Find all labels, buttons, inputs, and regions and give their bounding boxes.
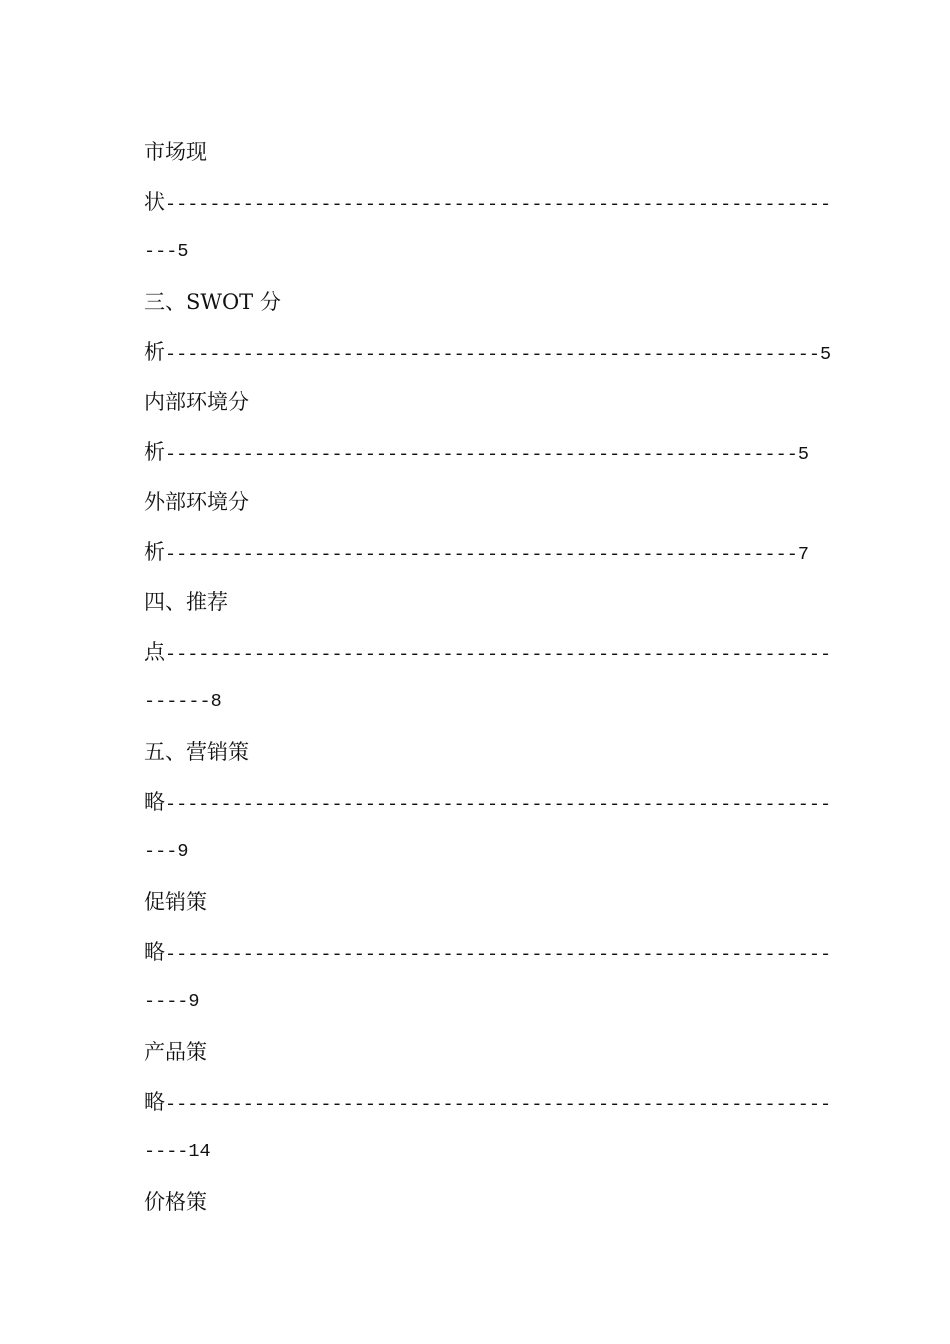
toc-entry-page-number: 5	[797, 444, 809, 465]
toc-entry-price-strategy[interactable]	[144, 1182, 814, 1232]
toc-entry-swot-analysis[interactable]	[144, 282, 832, 382]
toc-entry-leader: ------------------------------------------------------------	[165, 644, 832, 665]
toc-entry-page-number: 7	[797, 544, 809, 565]
toc-entry-title: 五、营销策	[144, 740, 249, 764]
toc-entry-title: 价格策	[144, 1190, 207, 1214]
toc-entry-leader-line	[144, 1082, 832, 1132]
toc-entry-leader: ---------------------------------------------------------	[165, 444, 798, 465]
toc-entry-leader-line	[144, 332, 832, 382]
toc-entry-leader-tail: ------	[144, 691, 211, 712]
toc-entry-leader-line	[144, 532, 814, 582]
toc-entry-page-number: 14	[188, 1141, 211, 1162]
toc-entry-title: 产品策	[144, 1040, 207, 1064]
toc-entry-leader-line	[144, 932, 832, 982]
toc-entry-leader: -----------------------------------------------------------	[165, 344, 821, 365]
toc-entry-title: 三、SWOT 分	[144, 290, 281, 314]
toc-entry-title: 促销策	[144, 890, 207, 914]
toc-entry-title-cont: 略	[144, 1090, 165, 1114]
toc-entry-title: 四、推荐	[144, 590, 228, 614]
toc-entry-page-number: 8	[210, 691, 222, 712]
toc-entry-title-cont: 状	[144, 190, 165, 214]
table-of-contents	[144, 132, 832, 1232]
toc-entry-leader: ---------------------------------------------------------	[165, 544, 798, 565]
toc-entry-title-cont: 析	[144, 540, 165, 564]
toc-entry-leader-line	[144, 782, 832, 832]
toc-entry-page-number: 9	[177, 841, 189, 862]
toc-entry-promotion-strategy[interactable]	[144, 882, 832, 1032]
toc-entry-internal-environment[interactable]	[144, 382, 814, 482]
toc-entry-market-status[interactable]	[144, 132, 832, 282]
toc-entry-title: 市场现	[144, 140, 207, 164]
toc-entry-leader-line	[144, 632, 832, 682]
toc-entry-page-number: 9	[188, 991, 200, 1012]
toc-entry-product-strategy[interactable]	[144, 1032, 832, 1182]
toc-entry-leader: ------------------------------------------------------------	[165, 944, 832, 965]
toc-entry-title-cont: 略	[144, 790, 165, 814]
toc-entry-title-cont: 析	[144, 440, 165, 464]
toc-entry-leader-line	[144, 432, 814, 482]
toc-entry-title-cont: 点	[144, 640, 165, 664]
toc-entry-leader: ------------------------------------------------------------	[165, 794, 832, 815]
toc-entry-page-number: 5	[820, 344, 832, 365]
toc-entry-page-line	[144, 982, 814, 1032]
toc-entry-marketing-strategy[interactable]	[144, 732, 832, 882]
toc-entry-page-line	[144, 232, 814, 282]
toc-entry-page-line	[144, 1132, 814, 1182]
toc-entry-leader-tail: ---	[144, 841, 178, 862]
toc-entry-leader: ------------------------------------------------------------	[165, 1094, 832, 1115]
toc-entry-external-environment[interactable]	[144, 482, 814, 582]
toc-entry-title: 内部环境分	[144, 390, 249, 414]
toc-entry-title-cont: 析	[144, 340, 165, 364]
toc-entry-title: 外部环境分	[144, 490, 249, 514]
toc-entry-page-line	[144, 832, 814, 882]
toc-entry-page-number: 5	[177, 241, 189, 262]
toc-entry-page-line	[144, 682, 814, 732]
toc-entry-recommendations[interactable]	[144, 582, 832, 732]
toc-entry-leader-line	[144, 182, 832, 232]
toc-entry-leader-tail: ---	[144, 241, 178, 262]
toc-entry-leader-tail: ----	[144, 991, 189, 1012]
toc-entry-leader-tail: ----	[144, 1141, 189, 1162]
toc-entry-leader: ------------------------------------------------------------	[165, 194, 832, 215]
toc-entry-title-cont: 略	[144, 940, 165, 964]
